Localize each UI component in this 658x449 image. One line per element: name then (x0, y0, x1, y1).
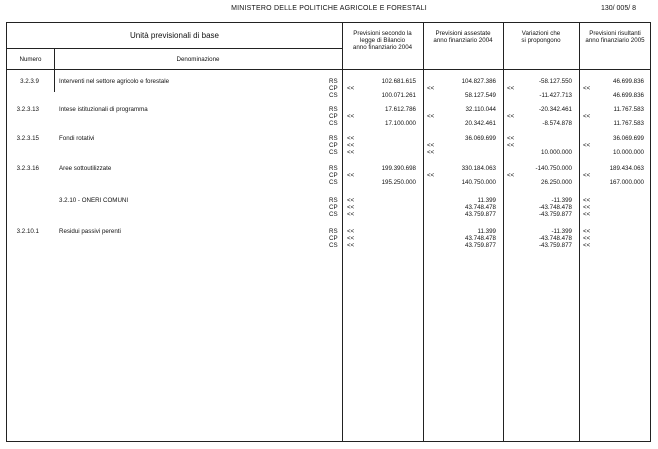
row-code: CS (329, 149, 338, 157)
value-cell: 43.759.877 (465, 242, 496, 250)
row-code: CS (329, 242, 338, 250)
row-values-c2 (427, 228, 496, 250)
column-header-denominazione: Denominazione (176, 56, 220, 63)
value-cell: -20.342.461 (538, 106, 572, 113)
row-values-c3 (507, 228, 572, 250)
value-cell: << (347, 135, 355, 142)
value-cell: 11.767.583 (613, 120, 644, 128)
row-values-c4 (583, 78, 644, 100)
row-numero: 3.2.3.16 (16, 165, 39, 172)
value-cell: << (583, 242, 591, 250)
value-cell: << (507, 85, 515, 93)
value-cell: 11.399 (477, 197, 496, 204)
row-code: CS (329, 92, 338, 100)
value-cell: << (347, 204, 355, 212)
value-cell: 140.750.000 (461, 179, 496, 187)
value-cell: 46.699.836 (613, 92, 644, 100)
row-values-c4 (583, 165, 644, 187)
value-cell: << (427, 172, 435, 180)
row-values-c2 (427, 106, 496, 128)
row-code: CP (329, 172, 338, 180)
value-cell: -43.748.478 (538, 204, 572, 212)
value-cell: -8.574.878 (542, 120, 572, 128)
value-cell: << (507, 172, 515, 180)
value-cell: << (427, 113, 435, 121)
row-denominazione: Intese istituzionali di programma (59, 106, 148, 113)
row-codes (329, 135, 338, 157)
row-codes (329, 228, 338, 250)
value-cell: << (583, 235, 591, 243)
value-cell: 11.399 (477, 228, 496, 235)
value-cell: << (583, 228, 591, 235)
value-cell: << (583, 142, 591, 150)
value-cell: 26.250.000 (541, 179, 572, 187)
row-values-c1 (347, 78, 416, 100)
row-values-c1 (347, 165, 416, 187)
value-cell: 17.100.000 (385, 120, 416, 128)
row-values-c1 (347, 106, 416, 128)
row-values-c1 (347, 135, 416, 157)
value-cell: -58.127.550 (538, 78, 572, 85)
column-header-previsioni-risultanti: Previsioni risultanti anno finanziario 2005 (585, 30, 645, 45)
value-cell: 10.000.000 (541, 149, 572, 157)
row-values-c4 (583, 197, 644, 219)
row-denominazione: 3.2.10 - ONERI COMUNI (59, 197, 129, 204)
value-cell: << (427, 142, 435, 150)
value-cell: << (347, 149, 355, 157)
column-header-variazioni: Variazioni che si propongono (521, 30, 561, 45)
value-cell: << (583, 204, 591, 212)
row-code: RS (329, 228, 338, 235)
column-header-previsioni-bilancio: Previsioni secondo la legge di Bilancio anno finanziario 2004 (352, 30, 413, 52)
column-divider (579, 23, 580, 441)
row-values-c1 (347, 197, 416, 219)
value-cell: 36.069.699 (613, 135, 644, 142)
value-cell: -43.759.877 (538, 242, 572, 250)
column-divider (423, 23, 424, 441)
row-codes (329, 78, 338, 100)
value-cell: << (347, 235, 355, 243)
column-header-numero: Numero (19, 56, 42, 63)
value-cell: << (583, 211, 591, 219)
row-code: CP (329, 113, 338, 121)
row-numero: 3.2.10.1 (16, 228, 39, 235)
row-values-c4 (583, 228, 644, 250)
row-values-c4 (583, 106, 644, 128)
value-cell: << (347, 197, 355, 204)
value-cell: << (347, 172, 355, 180)
value-cell: << (507, 113, 515, 121)
row-code: CP (329, 235, 338, 243)
row-values-c2 (427, 135, 496, 157)
header-divider (7, 48, 342, 49)
value-cell: 199.390.698 (381, 165, 416, 172)
row-values-c3 (507, 197, 572, 219)
group-title: Unità previsionali di base (130, 31, 219, 40)
value-cell: << (583, 172, 591, 180)
column-divider (342, 23, 343, 441)
row-denominazione: Fondi rotativi (59, 135, 95, 142)
value-cell: -43.748.478 (538, 235, 572, 243)
row-denominazione: Aree sottoutilizzate (59, 165, 112, 172)
row-values-c3 (507, 165, 572, 187)
row-code: RS (329, 197, 338, 204)
value-cell: 20.342.461 (465, 120, 496, 128)
value-cell: -43.759.877 (538, 211, 572, 219)
value-cell: 32.110.044 (465, 106, 496, 113)
value-cell: 43.748.478 (465, 204, 496, 212)
row-denominazione: Interventi nel settore agricolo e forestale (59, 78, 170, 85)
row-numero: 3.2.3.13 (16, 106, 39, 113)
row-code: RS (329, 165, 338, 172)
column-header-previsioni-assestate: Previsioni assestate anno finanziario 2004 (433, 30, 493, 45)
row-values-c3 (507, 135, 572, 157)
value-cell: 104.827.386 (461, 78, 496, 85)
value-cell: -11.399 (551, 228, 572, 235)
value-cell: 189.434.063 (609, 165, 644, 172)
value-cell: << (347, 113, 355, 121)
header-divider (7, 69, 650, 70)
row-codes (329, 106, 338, 128)
value-cell: 43.759.877 (465, 211, 496, 219)
ministry-title: MINISTERO DELLE POLITICHE AGRICOLE E FORESTALI (231, 5, 427, 12)
value-cell: << (583, 197, 591, 204)
row-code: RS (329, 78, 338, 85)
value-cell: << (507, 135, 515, 142)
row-values-c2 (427, 197, 496, 219)
column-divider (54, 48, 55, 92)
row-values-c3 (507, 106, 572, 128)
row-code: CS (329, 120, 338, 128)
value-cell: -11.399 (551, 197, 572, 204)
row-values-c1 (347, 228, 416, 250)
value-cell: -11.427.713 (539, 92, 572, 100)
value-cell: << (347, 85, 355, 93)
value-cell: 11.767.583 (613, 106, 644, 113)
value-cell: << (347, 211, 355, 219)
row-values-c2 (427, 165, 496, 187)
row-code: CS (329, 211, 338, 219)
row-numero: 3.2.3.15 (16, 135, 39, 142)
value-cell: 43.748.478 (465, 235, 496, 243)
row-code: CS (329, 179, 338, 187)
value-cell: 10.000.000 (613, 149, 644, 157)
budget-table (6, 22, 651, 442)
value-cell: 102.681.615 (381, 78, 416, 85)
row-code: CP (329, 204, 338, 212)
value-cell: << (347, 242, 355, 250)
row-codes (329, 197, 338, 219)
value-cell: 36.069.699 (465, 135, 496, 142)
row-code: CP (329, 142, 338, 150)
row-values-c2 (427, 78, 496, 100)
value-cell: << (347, 228, 355, 235)
value-cell: << (347, 142, 355, 150)
value-cell: << (427, 149, 435, 157)
value-cell: 167.000.000 (609, 179, 644, 187)
value-cell: 46.699.836 (613, 78, 644, 85)
value-cell: 100.071.261 (381, 92, 416, 100)
row-values-c3 (507, 78, 572, 100)
row-denominazione: Residui passivi perenti (59, 228, 121, 235)
value-cell: << (507, 142, 515, 150)
value-cell: << (583, 113, 591, 121)
row-numero: 3.2.3.9 (20, 78, 39, 85)
row-code: RS (329, 135, 338, 142)
page-reference: 130/ 005/ 8 (600, 5, 636, 12)
row-values-c4 (583, 135, 644, 157)
row-codes (329, 165, 338, 187)
column-divider (503, 23, 504, 441)
value-cell: << (583, 85, 591, 93)
value-cell: -140.750.000 (535, 165, 572, 172)
value-cell: 330.184.063 (461, 165, 496, 172)
value-cell: 17.612.786 (385, 106, 416, 113)
value-cell: << (427, 85, 435, 93)
value-cell: 58.127.549 (465, 92, 496, 100)
value-cell: 195.250.000 (381, 179, 416, 187)
row-code: RS (329, 106, 338, 113)
row-code: CP (329, 85, 338, 93)
